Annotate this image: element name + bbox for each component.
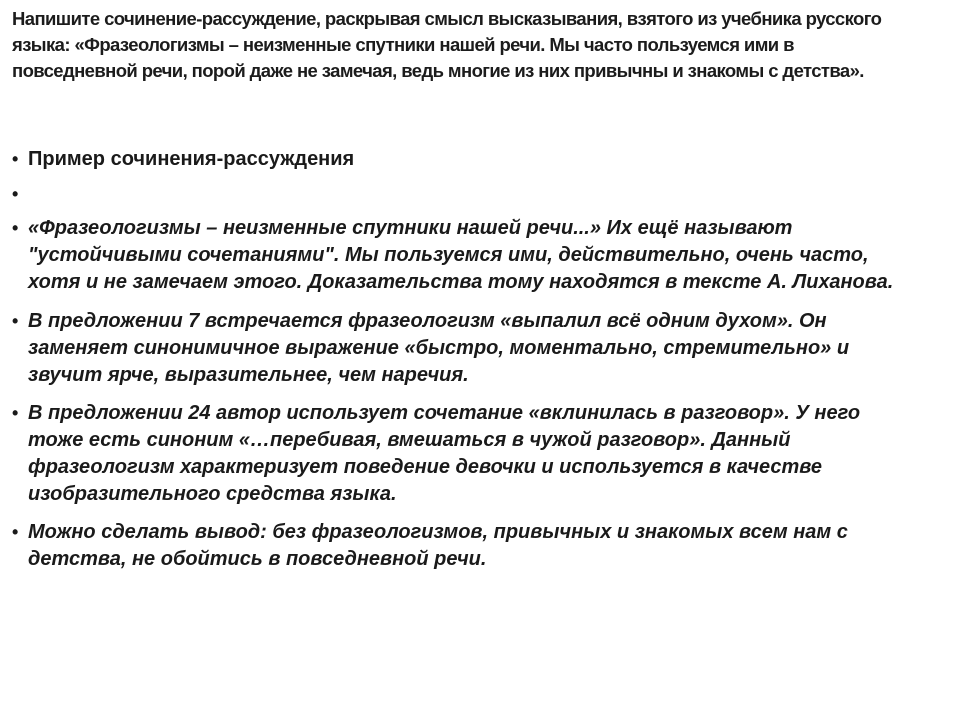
bullet-marker: •: [12, 311, 19, 331]
bullet-marker: •: [12, 149, 19, 169]
essay-bullet-list: [12, 146, 912, 573]
bullet-marker: •: [12, 218, 19, 238]
bullet-text: В предложении 24 автор использует сочетание «вклинилась в разговор». У него тоже есть синоним «…перебивая, вмешаться в чужой разговор». Данный фразеологизм характеризует поведение девочки и используется в качестве изобразительного средства языка.: [28, 402, 861, 505]
bullet-marker: •: [12, 522, 19, 542]
bullet-text: В предложении 7 встречается фразеологизм «выпалил всё одним духом». Он заменяет синонимичное выражение «быстро, моментально, стремительно» и звучит ярче, выразительнее, чем наречия.: [28, 310, 850, 386]
bullet-empty: [12, 181, 912, 208]
bullet-marker: •: [12, 184, 19, 204]
bullet-marker: •: [12, 403, 19, 423]
bullet-text: Можно сделать вывод: без фразеологизмов, привычных и знакомых всем нам с детства, не обойтись в повседневной речи.: [28, 521, 848, 570]
bullet-argument-1: [12, 308, 912, 389]
bullet-conclusion: [12, 519, 912, 573]
bullet-text: Пример сочинения-рассуждения: [28, 148, 355, 170]
bullet-thesis: [12, 215, 912, 296]
assignment-heading: Напишите сочинение-рассуждение, раскрывая смысл высказывания, взятого из учебника русского языка: «Фразеологизмы – неизменные спутники нашей речи. Мы часто пользуемся ими в повседневной речи, порой даже не замечая, ведь многие из них привычны и знакомы с детства».: [12, 8, 882, 81]
bullet-argument-2: [12, 400, 912, 508]
bullet-essay-title: [12, 146, 912, 173]
bullet-text: «Фразеологизмы – неизменные спутники нашей речи...» Их ещё называют "устойчивыми сочетаниями". Мы пользуемся ими, действительно, очень часто, хотя и не замечаем этого. Доказательства тому находятся в тексте А. Лиханова.: [28, 217, 894, 293]
